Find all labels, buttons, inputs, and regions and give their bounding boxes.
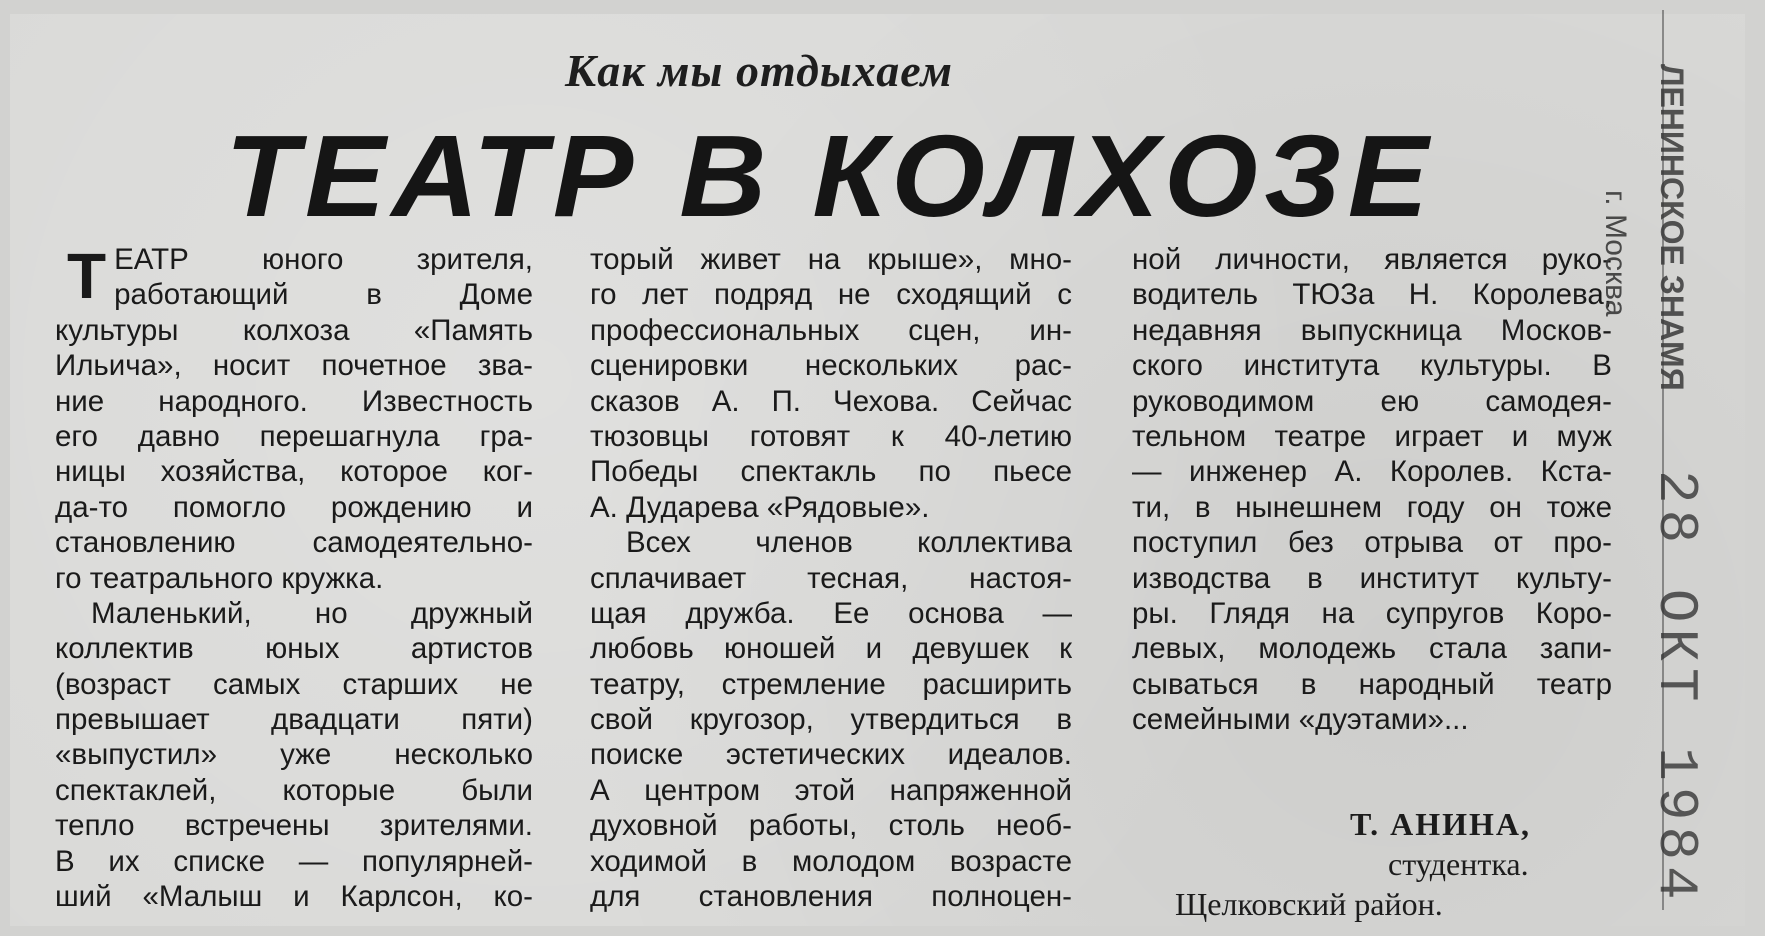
text-line: спектаклей, которые были	[55, 773, 533, 807]
text-line: ние народного. Известность	[55, 384, 533, 418]
byline-district: Щелковский район.	[1175, 886, 1443, 922]
text-line: левых, молодежь стала запи-	[1132, 632, 1612, 666]
text-line: Всех членов коллектива	[626, 526, 1072, 560]
text-line: тепло встречены зрителями.	[55, 809, 533, 843]
text-line: сываться в народный театр	[1132, 667, 1612, 701]
text-line: Маленький, но дружный	[91, 596, 533, 630]
article-column-3	[1132, 242, 1612, 737]
text-line: щая дружба. Ее основа —	[590, 596, 1072, 630]
text-line: руководимом ею самодея-	[1132, 384, 1612, 418]
text-line: Ильича», носит почетное зва-	[55, 349, 533, 383]
text-line: для становления полноцен-	[590, 880, 1072, 914]
text-line: ший «Малыш и Карлсон, ко-	[55, 880, 533, 914]
text-line: тельном театре играет и муж	[1132, 419, 1612, 453]
text-line: ры. Глядя на супругов Коро-	[1132, 596, 1612, 630]
text-line: ходимой в молодом возрасте	[590, 844, 1072, 878]
article-headline: ТЕАТР В КОЛХОЗЕ	[225, 111, 1435, 241]
text-line: да-то помогло рождению и	[55, 490, 533, 524]
text-line: работающий в Доме	[114, 278, 533, 312]
text-line: любовь юношей и девушек к	[590, 632, 1072, 666]
text-line: сказов А. П. Чехова. Сейчас	[590, 384, 1072, 418]
text-line: недавняя выпускница Москов-	[1132, 313, 1612, 347]
text-line: водитель ТЮЗа Н. Королева,	[1132, 278, 1612, 312]
text-line: ЕАТР юного зрителя,	[114, 243, 533, 276]
text-line: «выпустил» уже несколько	[55, 738, 533, 772]
text-line: го театрального кружка.	[55, 561, 384, 595]
text-line: изводства в институт культу-	[1132, 561, 1612, 595]
text-line: коллектив юных артистов	[55, 632, 533, 666]
text-line: (возраст самых старших не	[55, 667, 533, 701]
text-line: ского института культуры. В	[1132, 349, 1612, 383]
text-line: тюзовцы готовят к 40-летию	[590, 419, 1072, 453]
article-column-1	[55, 242, 533, 914]
text-line: его давно перешагнула гра-	[55, 419, 533, 453]
text-line: становлению самодеятельно-	[55, 526, 533, 560]
byline-author: Т. АНИНА,	[1350, 806, 1532, 842]
text-line: поиске эстетических идеалов.	[590, 738, 1072, 772]
text-line: культуры колхоза «Память	[55, 313, 533, 347]
text-line: го лет подряд не сходящий с	[590, 278, 1072, 312]
text-line: свой кругозор, утвердиться в	[590, 703, 1072, 737]
newspaper-clipping	[10, 14, 1745, 926]
text-line: сценировки нескольких рас-	[590, 349, 1072, 383]
text-line: поступил без отрыва от про-	[1132, 526, 1612, 560]
text-line: торый живет на крыше», мно-	[590, 243, 1072, 276]
text-line: профессиональных сцен, ин-	[590, 313, 1072, 347]
text-line: А центром этой напряженной	[590, 773, 1072, 807]
text-line: театру, стремление расширить	[590, 667, 1072, 701]
text-line: ной личности, является руко-	[1132, 243, 1612, 276]
text-line: А. Дударева «Рядовые».	[590, 490, 930, 524]
article-column-2	[590, 242, 1072, 914]
text-line: сплачивает тесная, настоя-	[590, 561, 1072, 595]
text-line: — инженер А. Королев. Кста-	[1132, 455, 1612, 489]
text-line: ницы хозяйства, которое ког-	[55, 455, 533, 489]
stamp-city: г. Москва	[1599, 190, 1632, 317]
byline-role: студентка.	[1388, 846, 1529, 882]
drop-cap: Т	[67, 240, 107, 312]
text-line: духовной работы, столь необ-	[590, 809, 1072, 843]
rubric-title: Как мы отдыхаем	[565, 45, 954, 96]
stamp-date: 28 ОКТ 1984	[1644, 470, 1708, 906]
text-line: В их списке — популярней-	[55, 844, 533, 878]
text-line: ти, в нынешнем году он тоже	[1132, 490, 1612, 524]
text-line: Победы спектакль по пьесе	[590, 455, 1072, 489]
text-line: семейными «дуэтами»...	[1132, 703, 1469, 737]
stamp-newspaper-name: ЛЕНИНСКОЕ ЗНАМЯ	[1654, 64, 1690, 391]
text-line: превышает двадцати пяти)	[55, 703, 533, 737]
